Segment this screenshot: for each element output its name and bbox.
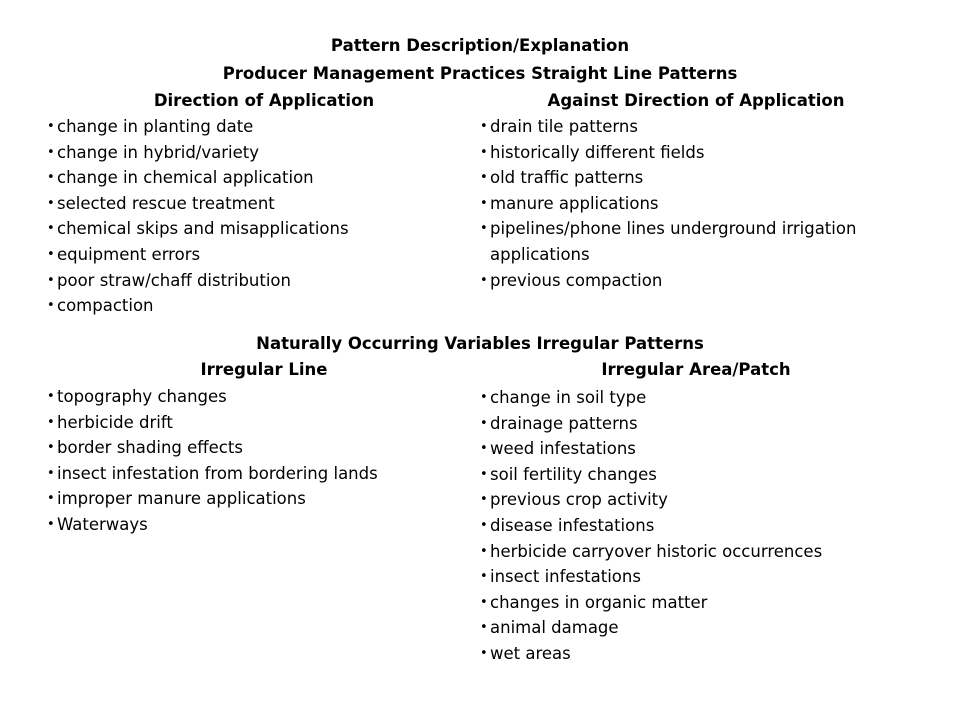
list-item: • improper manure applications [47, 486, 467, 512]
slide-title: Pattern Description/Explanation [330, 36, 630, 55]
list-item: • soil fertility changes [480, 462, 900, 488]
natural-section-heading: Naturally Occurring Variables Irregular Patterns [256, 334, 704, 353]
list-item: • changes in organic matter [480, 590, 900, 616]
list-item: • previous compaction [480, 268, 900, 294]
list-item: • old traffic patterns [480, 165, 900, 191]
list-item: • change in chemical application [47, 165, 467, 191]
against-direction-heading: Against Direction of Application [547, 91, 845, 110]
direction-of-application-list [47, 114, 467, 319]
list-item: • manure applications [480, 191, 900, 217]
list-item: • disease infestations [480, 513, 900, 539]
list-item [480, 216, 900, 267]
list-item: • historically different fields [480, 140, 900, 166]
list-item: • chemical skips and misapplications [47, 216, 467, 242]
list-item: • Waterways [47, 512, 467, 538]
list-item: • weed infestations [480, 436, 900, 462]
producer-section-heading: Producer Management Practices Straight Line Patterns [222, 64, 738, 83]
list-item: • compaction [47, 293, 467, 319]
list-item: • change in soil type [480, 385, 900, 411]
irregular-area-heading: Irregular Area/Patch [601, 360, 791, 379]
direction-of-application-heading: Direction of Application [153, 91, 375, 110]
list-item: • previous crop activity [480, 487, 900, 513]
list-item: • drainage patterns [480, 411, 900, 437]
list-item: • insect infestation from bordering lands [47, 461, 467, 487]
list-item: • herbicide carryover historic occurrences [480, 539, 900, 565]
list-item: • border shading effects [47, 435, 467, 461]
list-item: • animal damage [480, 615, 900, 641]
list-item: • change in planting date [47, 114, 467, 140]
list-item: • change in hybrid/variety [47, 140, 467, 166]
list-item: • topography changes [47, 384, 467, 410]
irregular-area-list [480, 385, 900, 667]
list-item: • selected rescue treatment [47, 191, 467, 217]
list-item: • equipment errors [47, 242, 467, 268]
list-item-text: pipelines/phone lines underground irrigation applications [490, 219, 857, 264]
list-item: • insect infestations [480, 564, 900, 590]
against-direction-list [480, 114, 900, 293]
irregular-line-heading: Irregular Line [200, 360, 328, 379]
list-item: • poor straw/chaff distribution [47, 268, 467, 294]
list-item: • wet areas [480, 641, 900, 667]
irregular-line-list [47, 384, 467, 538]
list-item: • drain tile patterns [480, 114, 900, 140]
list-item: • herbicide drift [47, 410, 467, 436]
